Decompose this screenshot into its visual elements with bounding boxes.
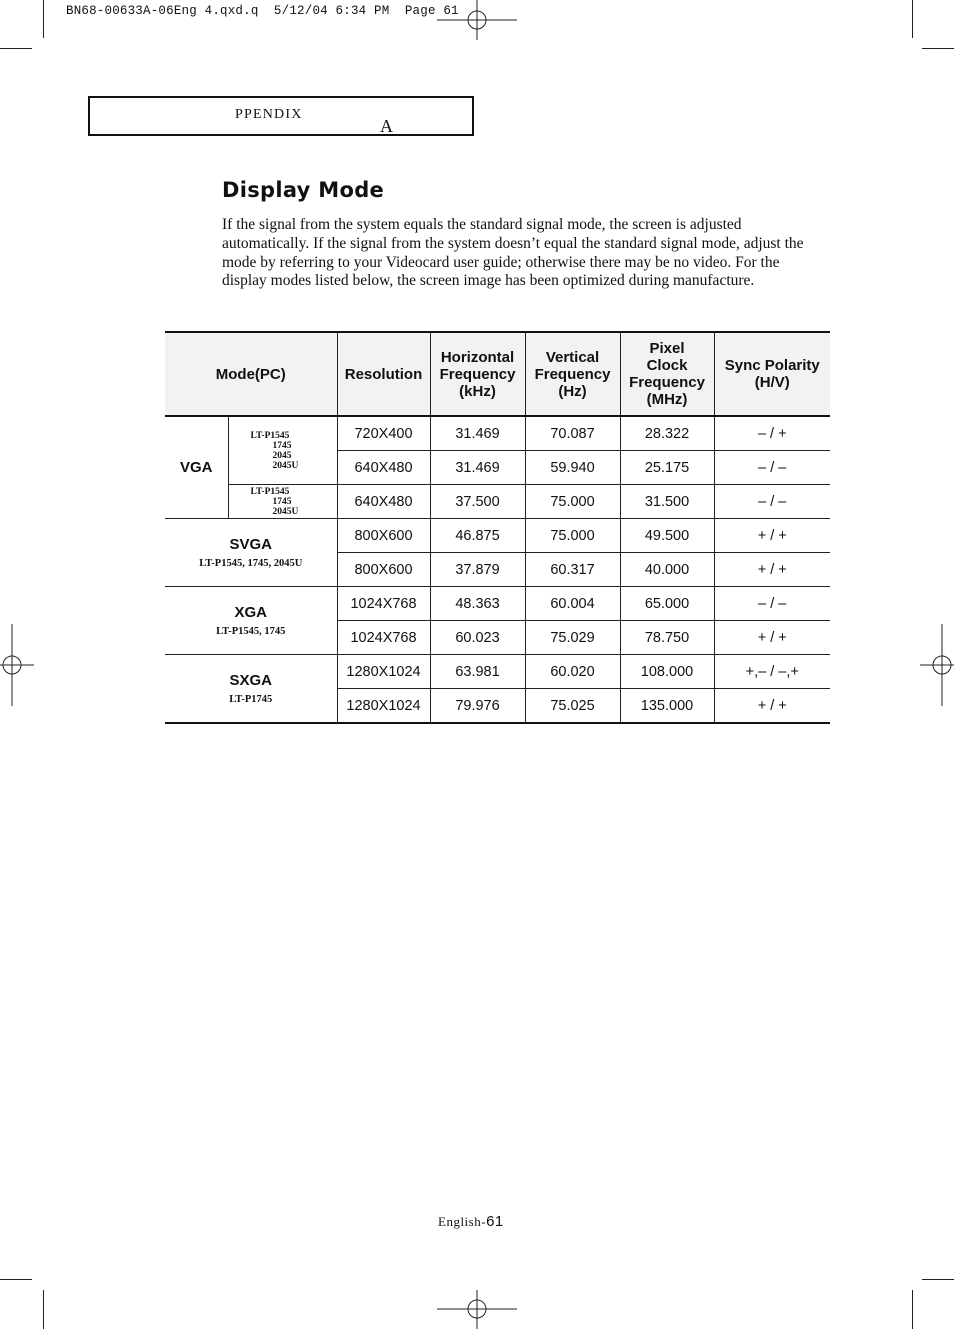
- cell-sync: +,– / –,+: [714, 655, 830, 689]
- cell-pclock: 31.500: [620, 485, 714, 519]
- display-mode-table: [165, 331, 830, 724]
- cell-vfreq: 75.000: [525, 485, 620, 519]
- group-xga: XGA LT-P1545, 1745: [165, 587, 337, 655]
- registration-mark-icon: [437, 0, 517, 40]
- table-row: [165, 519, 830, 553]
- cell-hfreq: 31.469: [430, 451, 525, 485]
- registration-mark-icon: [920, 624, 954, 706]
- cell-hfreq: 48.363: [430, 587, 525, 621]
- table-row: [165, 587, 830, 621]
- group-svga: SVGA LT-P1545, 1745, 2045U: [165, 519, 337, 587]
- vga-models-a: LT-P1545 1745 2045 2045U: [228, 416, 337, 485]
- cell-resolution: 640X480: [337, 485, 430, 519]
- section-header: [88, 96, 474, 136]
- table-header-row: [165, 332, 830, 416]
- header-horizontal-frequency: Horizontal Frequency (kHz): [430, 332, 525, 416]
- cell-sync: – / +: [714, 416, 830, 451]
- page-footer: [438, 1213, 504, 1230]
- crop-mark: [0, 1279, 32, 1280]
- cell-vfreq: 75.029: [525, 621, 620, 655]
- crop-mark: [43, 0, 44, 38]
- cell-sync: + / +: [714, 689, 830, 724]
- vga-models-b: LT-P1545 1745 2045U: [228, 485, 337, 519]
- cell-vfreq: 75.025: [525, 689, 620, 724]
- cell-hfreq: 46.875: [430, 519, 525, 553]
- cell-sync: – / –: [714, 485, 830, 519]
- cell-pclock: 25.175: [620, 451, 714, 485]
- cell-sync: + / +: [714, 553, 830, 587]
- cell-hfreq: 60.023: [430, 621, 525, 655]
- cell-hfreq: 37.879: [430, 553, 525, 587]
- cell-hfreq: 63.981: [430, 655, 525, 689]
- cell-pclock: 40.000: [620, 553, 714, 587]
- crop-mark: [0, 48, 32, 49]
- registration-mark-icon: [0, 624, 34, 706]
- cell-vfreq: 60.317: [525, 553, 620, 587]
- cell-pclock: 28.322: [620, 416, 714, 451]
- cell-vfreq: 60.004: [525, 587, 620, 621]
- cell-vfreq: 59.940: [525, 451, 620, 485]
- cell-pclock: 108.000: [620, 655, 714, 689]
- header-mode: Mode(PC): [165, 332, 337, 416]
- printer-slug: BN68-00633A-06Eng 4.qxd.q 5/12/04 6:34 PM Page 61: [66, 4, 459, 18]
- intro-paragraph: If the signal from the system equals the standard signal mode, the screen is adjusted automatically. If the signal from the system doesn’t equal the standard signal mode, adjust the mode by referring to your Videocard user guide; otherwise there may be no video. For the display modes listed below, the screen image has been optimized during manufacture.: [222, 216, 804, 290]
- cell-hfreq: 31.469: [430, 416, 525, 451]
- section-label: A PPENDIX: [235, 107, 395, 136]
- header-resolution: Resolution: [337, 332, 430, 416]
- cell-resolution: 1024X768: [337, 587, 430, 621]
- crop-mark: [922, 48, 954, 49]
- cell-sync: + / +: [714, 519, 830, 553]
- crop-mark: [912, 1290, 913, 1329]
- cell-resolution: 1280X1024: [337, 655, 430, 689]
- group-sxga: SXGA LT-P1745: [165, 655, 337, 724]
- cell-resolution: 800X600: [337, 519, 430, 553]
- header-sync-polarity: Sync Polarity (H/V): [714, 332, 830, 416]
- header-vertical-frequency: Vertical Frequency (Hz): [525, 332, 620, 416]
- cell-vfreq: 70.087: [525, 416, 620, 451]
- cell-pclock: 65.000: [620, 587, 714, 621]
- cell-resolution: 800X600: [337, 553, 430, 587]
- cell-sync: – / –: [714, 451, 830, 485]
- table-row: [165, 416, 830, 451]
- page-number: 61: [486, 1213, 504, 1230]
- cell-resolution: 720X400: [337, 416, 430, 451]
- cell-hfreq: 37.500: [430, 485, 525, 519]
- crop-mark: [912, 0, 913, 38]
- group-vga: VGA: [165, 416, 228, 519]
- page-title: Display Mode: [222, 178, 385, 202]
- cell-sync: + / +: [714, 621, 830, 655]
- header-pixel-clock: Pixel Clock Frequency (MHz): [620, 332, 714, 416]
- footer-language: English-: [438, 1214, 487, 1229]
- registration-mark-icon: [437, 1290, 517, 1329]
- cell-resolution: 640X480: [337, 451, 430, 485]
- cell-resolution: 1024X768: [337, 621, 430, 655]
- cell-resolution: 1280X1024: [337, 689, 430, 724]
- cell-pclock: 135.000: [620, 689, 714, 724]
- cell-hfreq: 79.976: [430, 689, 525, 724]
- table-row: [165, 655, 830, 689]
- table-row: [165, 485, 830, 519]
- cell-pclock: 78.750: [620, 621, 714, 655]
- crop-mark: [922, 1279, 954, 1280]
- cell-sync: – / –: [714, 587, 830, 621]
- cell-vfreq: 60.020: [525, 655, 620, 689]
- cell-pclock: 49.500: [620, 519, 714, 553]
- crop-mark: [43, 1290, 44, 1329]
- cell-vfreq: 75.000: [525, 519, 620, 553]
